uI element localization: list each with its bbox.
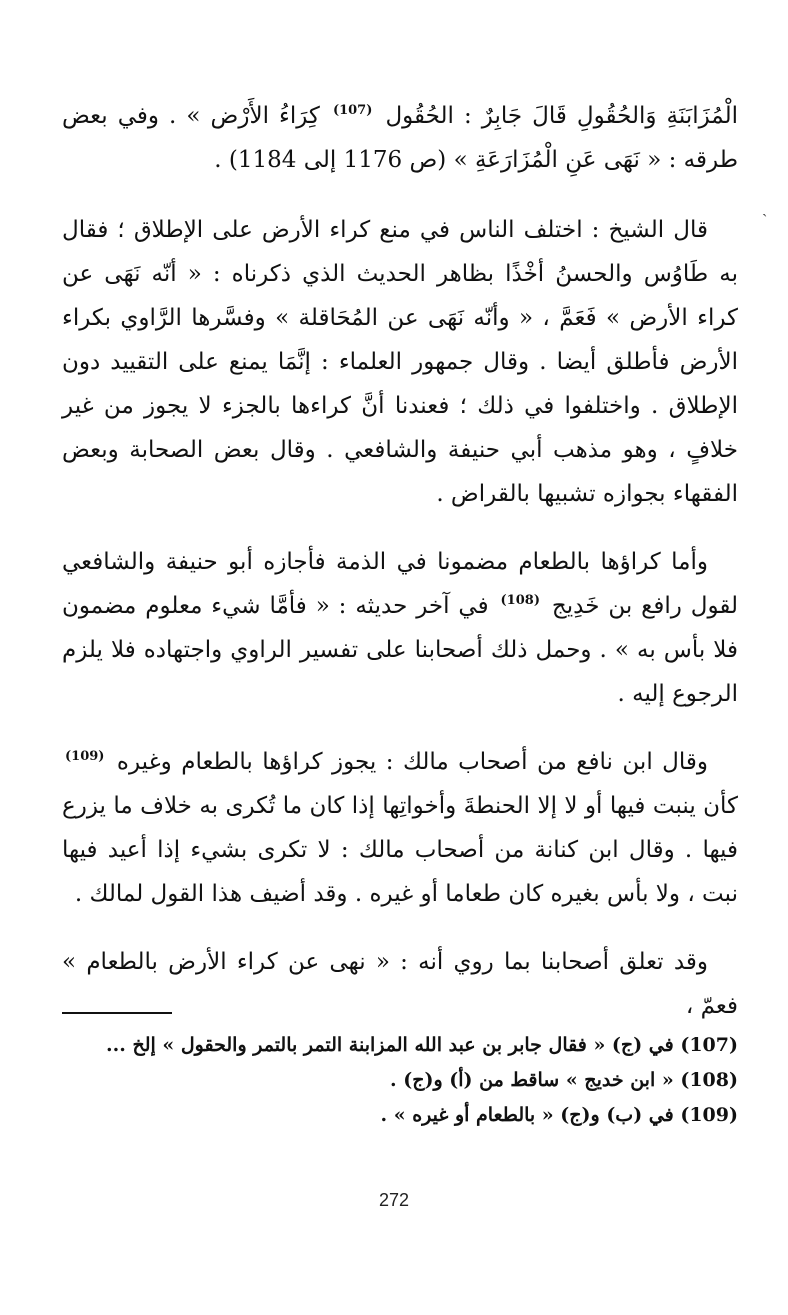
footnote-ref-109: (109) — [65, 749, 105, 765]
page-body — [62, 88, 738, 1298]
paragraph-4-text-b: كأن ينبت فيها أو لا إلا الحنطةَ وأخواتِها إذا كان ما تُكرى به خلاف ما يزرع فيها . وقال ابن كنانة من أصحاب مالك : لا تكرى بشيء إذا أعيد فيها نبت ، ولا بأس بغيره كان طعاما أو غيره . وقد أضيف هذا القول لمالك . — [62, 793, 739, 907]
paragraph-4-text-a: وقال ابن نافع من أصحاب مالك : يجوز كراؤها بالطعام وغيره — [116, 749, 708, 775]
paragraph-2 — [62, 208, 738, 516]
paragraph-4 — [62, 740, 738, 916]
footnote-separator — [62, 1012, 172, 1014]
paragraph-1-text-a: الْمُزَابَنَةِ وَالحُقُولِ قَالَ جَابِرٌ : الحُقُول — [385, 103, 739, 129]
paragraph-2-text: قال الشيخ : اختلف الناس في منع كراء الأرض على الإطلاق ؛ فقال به طَاوُس والحسنُ أخْذًا بظاهر الحديث الذي ذكرناه : « أنّه نَهَى عن كراء الأرض » فَعَمَّ ، « وأنّه نَهَى عن المُحَاقلة » وفسَّرها الرَّاوي بكراء الأرض فأطلق أيضا . وقال جمهور العلماء : إنَّمَا يمنع على التقييد دون الإطلاق . واختلفوا في ذلك ؛ فعندنا أنَّ كراءها بالجزء لا يجوز من غير خلافٍ ، وهو مذهب أبي حنيفة والشافعي . وقال بعض الصحابة وبعض الفقهاء بجوازه تشبيها بالقراض . — [62, 217, 738, 507]
paragraph-1 — [62, 94, 738, 182]
paragraph-5-text: وقد تعلق أصحابنا بما روي أنه : « نهى عن كراء الأرض بالطعام » فعمّ ، — [62, 949, 738, 1019]
footnote-109: (109) في (ب) و(ج) « بالطعام أو غيره » . — [380, 1104, 738, 1126]
paragraph-1-text-b: كِرَاءُ الأَرْض » . وفي بعض طرقه : « نَهَى عَنِ الْمُزَارَعَةِ » (ص 1176 إلى 1184) . — [62, 103, 738, 173]
paragraph-3-text-a: وأما كراؤها بالطعام مضمونا في الذمة فأجازه أبو حنيفة والشافعي لقول رافع بن خَدِيج — [62, 549, 739, 619]
footnote-ref-107: (107) — [332, 103, 373, 119]
footnotes-list — [62, 1028, 738, 1133]
margin-mark: ˏ — [762, 198, 768, 217]
paragraph-3-text-b: في آخر حديثه : « فأمَّا شيء معلوم مضمون فلا بأس به » . وحمل ذلك أصحابنا على تفسير الراوي واجتهاده فلا يلزم الرجوع إليه . — [62, 593, 738, 707]
paragraph-5 — [62, 940, 738, 1028]
page-number: 272 — [378, 1190, 410, 1210]
footnote-108: (108) « ابن خديج » ساقط من (أ) و(ج) . — [389, 1069, 738, 1091]
footnote-ref-108: (108) — [500, 593, 540, 609]
footnote-107: (107) في (ج) « فقال جابر بن عبد الله المزابنة التمر بالتمر والحقول » إلخ ... — [105, 1034, 738, 1056]
paragraph-3 — [62, 540, 738, 716]
